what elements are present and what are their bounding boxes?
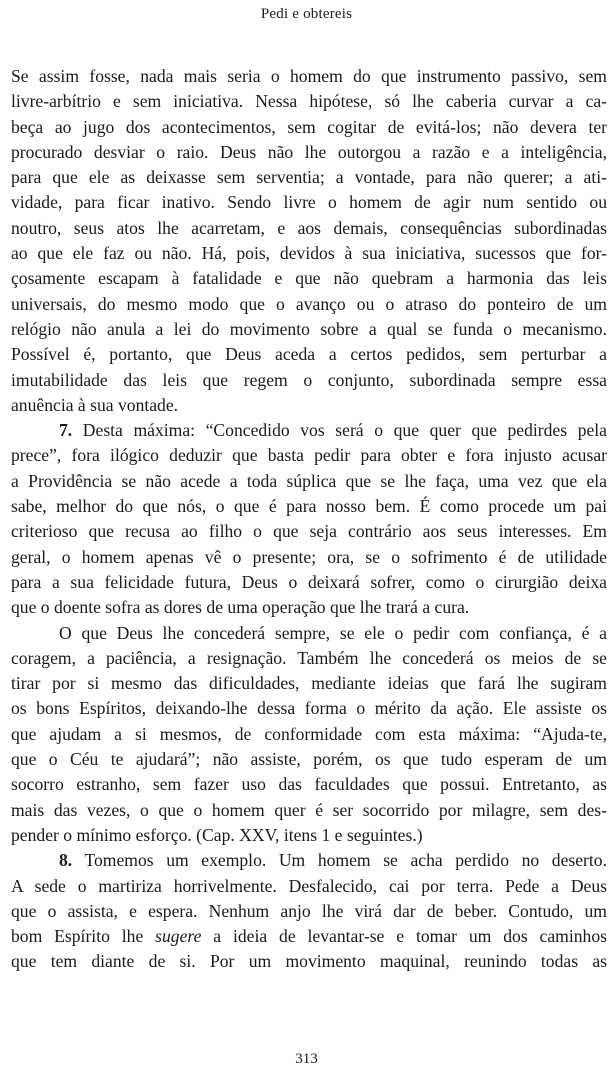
- line-text: criterioso que recusa ao filho o que seja contrário aos seus interesses. Em: [11, 521, 607, 542]
- text-line: [11, 469, 607, 494]
- line-text: mais das vezes, o que o homem quer é ser socorrido por milagre, sem des-: [11, 799, 607, 820]
- text-line: [11, 722, 607, 747]
- line-text: O que Deus lhe concederá sempre, se ele o pedir com confiança, é a: [59, 622, 607, 643]
- running-head: Pedi e obtereis: [260, 6, 353, 22]
- emphasis-word: sugere: [155, 926, 202, 947]
- text-line: [11, 823, 607, 848]
- text-line: [11, 115, 607, 140]
- line-text: ao que ele faz ou não. Há, pois, devidos à sua iniciativa, sucessos que for-: [11, 243, 607, 264]
- text-line: [11, 874, 607, 899]
- text-line: [11, 570, 607, 595]
- line-text: que tem diante de si. Por um movimento maquinal, reunindo todas as: [11, 951, 607, 972]
- page-number: 313: [295, 1051, 318, 1067]
- line-text: Se assim fosse, nada mais seria o homem do que instrumento passivo, sem: [11, 66, 607, 86]
- line-text: Possível é, portanto, que Deus aceda a certos pedidos, sem perturbar a: [11, 344, 607, 365]
- text-line: [11, 190, 607, 215]
- text-line: [11, 140, 607, 165]
- text-line: [11, 621, 607, 646]
- text-line: [11, 848, 607, 873]
- line-text: que o assista, e espera. Nenhum anjo lhe virá dar de beber. Contudo, um: [11, 900, 607, 921]
- line-text: relógio não anula a lei do movimento sobre a qual se funda o mecanismo.: [11, 318, 607, 339]
- line-text: universais, do mesmo modo que o avanço ou o atraso do ponteiro de um: [11, 293, 607, 314]
- text-line: [11, 595, 607, 620]
- line-text: a Providência se não acede a toda súplica que se lhe faça, uma vez que ela: [11, 470, 607, 491]
- line-text: Tomemos um exemplo. Um homem se acha perdido no deserto.: [72, 850, 607, 871]
- text-line: [11, 519, 607, 544]
- text-line: [11, 747, 607, 772]
- text-line: [11, 418, 607, 443]
- line-text: imutabilidade das leis que regem o conjunto, subordinada sempre essa: [11, 369, 607, 390]
- line-text: tirar por si mesmo das dificuldades, mediante ideias que fará lhe sugiram: [11, 673, 607, 694]
- text-line: [11, 165, 607, 190]
- text-line: [11, 241, 607, 266]
- line-text: a ideia de levantar-se e tomar um dos caminhos: [201, 926, 607, 947]
- text-line: [11, 89, 607, 114]
- line-text: coragem, a paciência, a resignação. Também lhe concederá os meios de se: [11, 647, 607, 668]
- line-text: que ajudam a si mesmos, de conformidade com esta máxima: “Ajuda-te,: [11, 723, 607, 744]
- line-text: Desta máxima: “Concedido vos será o que quer que pedirdes pela: [72, 420, 607, 441]
- line-text: sabe, melhor do que nós, o que é para nosso bem. É como procede um pai: [11, 496, 607, 517]
- line-text: geral, o homem apenas vê o presente; ora, se o sofrimento é de utilidade: [11, 546, 607, 567]
- line-text: anuência à sua vontade.: [11, 394, 179, 415]
- text-line: [11, 696, 607, 721]
- item-number: 7.: [59, 420, 73, 441]
- line-text: procurado desviar o raio. Deus não lhe outorgou a razão e a inteligência,: [11, 141, 607, 162]
- line-text: noutro, seus atos lhe acarretam, e aos demais, consequências subordinadas: [11, 217, 607, 238]
- line-text: que o doente sofra as dores de uma operação que lhe trará a cura.: [11, 597, 470, 618]
- line-text: livre-arbítrio e sem iniciativa. Nessa hipótese, só lhe caberia curvar a ca-: [11, 91, 607, 112]
- line-text: que o Céu te ajudará”; não assiste, porém, os que tudo esperam de um: [11, 749, 607, 770]
- text-line: [11, 443, 607, 468]
- body-text: [11, 64, 607, 975]
- text-line: [11, 494, 607, 519]
- text-line: [11, 646, 607, 671]
- text-line: [11, 924, 607, 949]
- text-line: [11, 266, 607, 291]
- line-text: para que ele as deixasse sem serventia; a vontade, para não querer; a ati-: [11, 167, 607, 188]
- line-text: bom Espírito lhe: [11, 926, 156, 947]
- text-line: [11, 545, 607, 570]
- line-text: pender o mínimo esforço. (Cap. XXV, itens 1 e seguintes.): [11, 824, 423, 845]
- line-text: socorro estranho, sem fazer uso das faculdades que possui. Entretanto, as: [11, 774, 607, 795]
- text-line: [11, 368, 607, 393]
- text-line: [11, 292, 607, 317]
- text-line: [11, 317, 607, 342]
- item-number: 8.: [59, 850, 73, 871]
- line-text: beça ao jugo dos acontecimentos, sem cogitar de evitá-los; não devera ter: [11, 116, 607, 137]
- text-line: [11, 342, 607, 367]
- text-line: [11, 949, 607, 974]
- text-line: [11, 393, 607, 418]
- line-text: A sede o martiriza horrivelmente. Desfalecido, cai por terra. Pede a Deus: [11, 875, 607, 896]
- line-text: vidade, para ficar inativo. Sendo livre o homem de agir num sentido ou: [11, 192, 607, 213]
- text-line: [11, 772, 607, 797]
- text-line: [11, 798, 607, 823]
- text-line: [11, 899, 607, 924]
- line-text: prece”, fora ilógico deduzir que basta pedir para obter e fora injusto acusar: [11, 445, 607, 466]
- line-text: para a sua felicidade futura, Deus o deixará sofrer, como o cirurgião deixa: [11, 571, 607, 592]
- text-line: [11, 671, 607, 696]
- line-text: os bons Espíritos, deixando-lhe dessa forma o mérito da ação. Ele assiste os: [11, 698, 607, 719]
- text-line: [11, 64, 607, 89]
- text-line: [11, 216, 607, 241]
- line-text: çosamente escapam à fatalidade e que não quebram a harmonia das leis: [11, 268, 607, 289]
